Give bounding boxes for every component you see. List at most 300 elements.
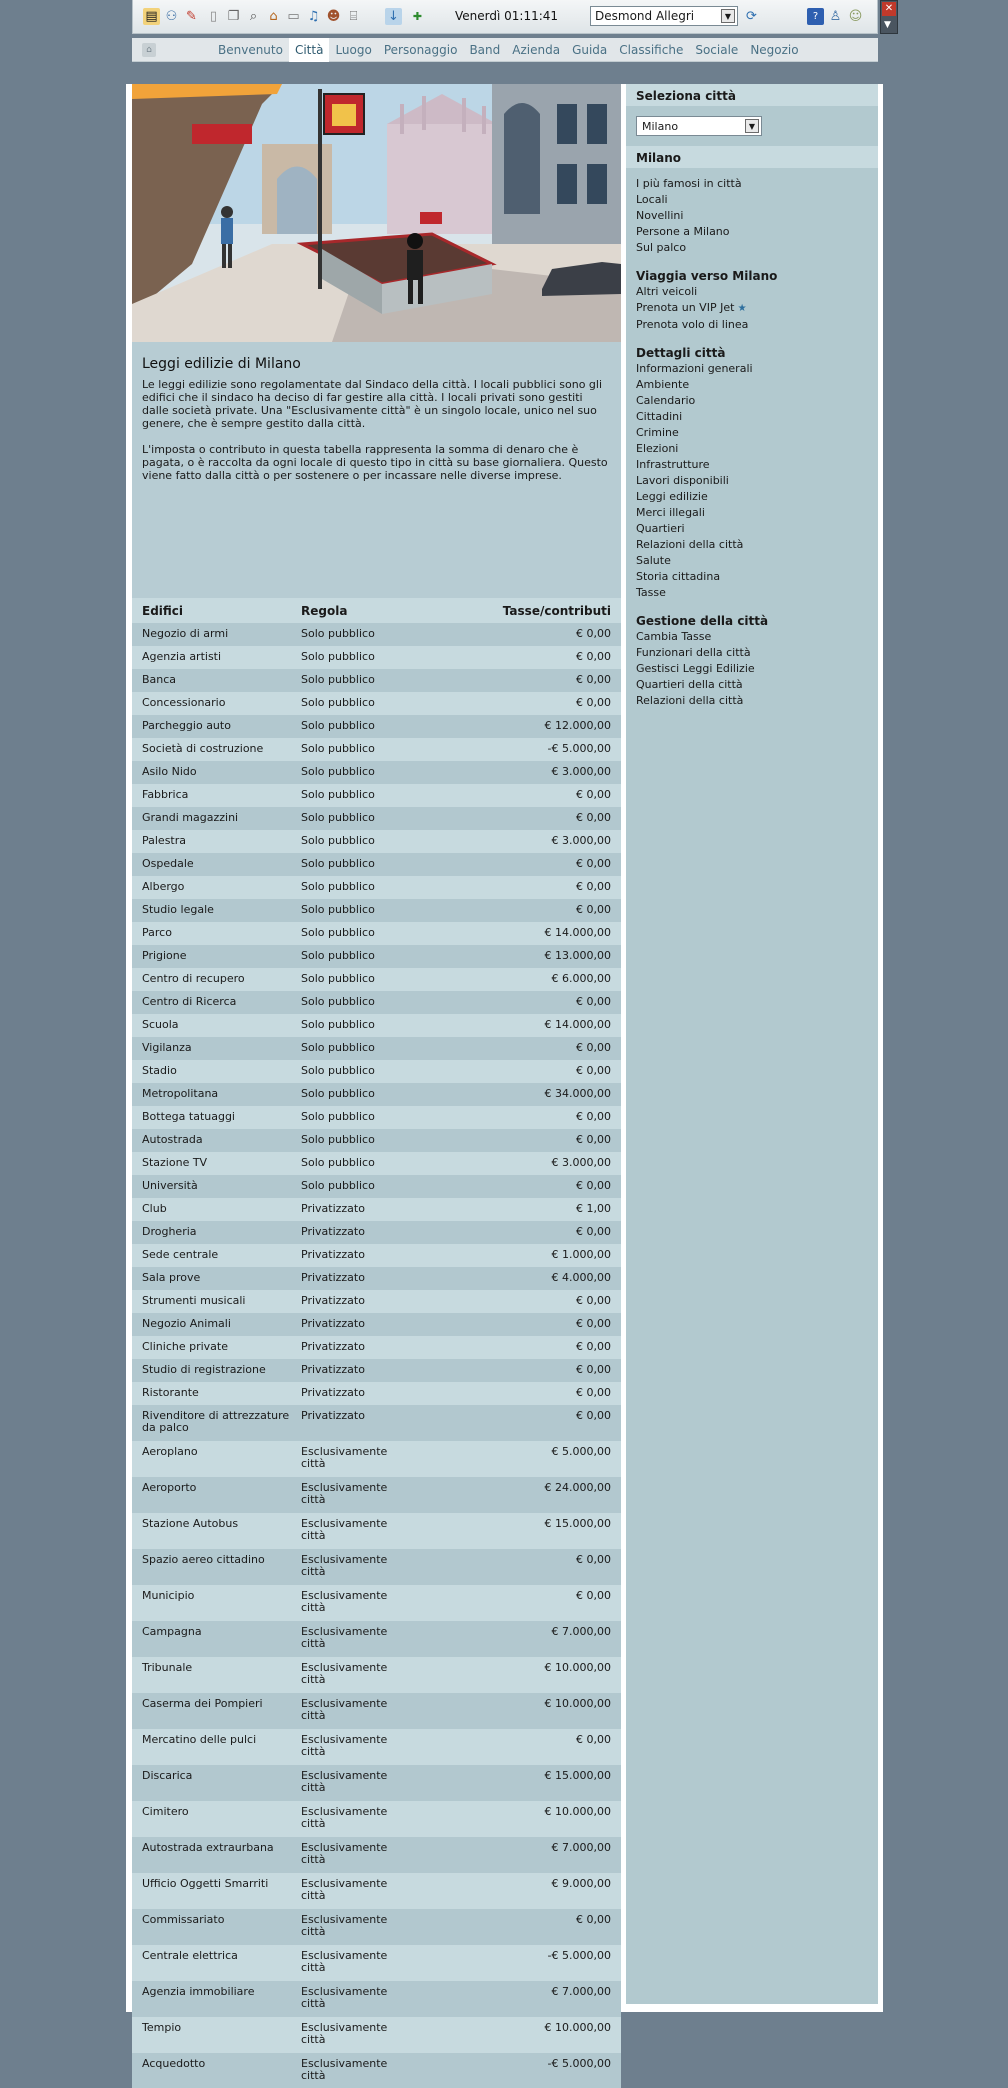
- building-rule: Solo pubblico: [301, 834, 375, 847]
- building-rule: Solo pubblico: [301, 880, 375, 893]
- building-rule: Solo pubblico: [301, 696, 375, 709]
- details-link[interactable]: [636, 521, 868, 537]
- building-name: Negozio di armi: [142, 627, 229, 640]
- building-tax: € 0,00: [576, 1733, 611, 1746]
- details-link[interactable]: [636, 425, 868, 441]
- building-rule: Solo pubblico: [301, 857, 375, 870]
- city-select-value: Milano: [642, 120, 679, 133]
- details-link-label: Elezioni: [636, 442, 679, 455]
- building-name: Stazione Autobus: [142, 1517, 239, 1530]
- building-tax: € 0,00: [576, 673, 611, 686]
- building-name: Albergo: [142, 880, 185, 893]
- bank-icon[interactable]: ⌸: [349, 9, 358, 24]
- nav-item[interactable]: Sociale: [695, 43, 739, 57]
- content-frame: [126, 84, 883, 2082]
- building-name: Parcheggio auto: [142, 719, 231, 732]
- city-link[interactable]: [636, 176, 868, 192]
- details-link[interactable]: [636, 569, 868, 585]
- building-tax: € 10.000,00: [544, 2021, 611, 2034]
- building-name: Drogheria: [142, 1225, 197, 1238]
- details-link[interactable]: [636, 553, 868, 569]
- building-tax: € 7.000,00: [551, 1841, 611, 1854]
- table-row: [132, 807, 621, 830]
- download-icon[interactable]: ↓: [385, 8, 402, 25]
- building-tax: € 0,00: [576, 1409, 611, 1422]
- building-rule: Solo pubblico: [301, 926, 375, 939]
- help-icon[interactable]: ?: [807, 8, 824, 25]
- nav-item[interactable]: Città: [289, 38, 329, 62]
- edit-icon[interactable]: ✎: [186, 9, 197, 24]
- building-tax: € 5.000,00: [551, 1445, 611, 1458]
- details-link[interactable]: [636, 489, 868, 505]
- building-tax: € 0,00: [576, 1317, 611, 1330]
- city-link-label: Persone a Milano: [636, 225, 730, 238]
- top-toolbar: [132, 0, 878, 34]
- table-row: [132, 1729, 621, 1765]
- nav-item[interactable]: Negozio: [750, 43, 799, 57]
- building-tax: € 3.000,00: [551, 834, 611, 847]
- building-tax: € 0,00: [576, 1386, 611, 1399]
- building-tax: € 0,00: [576, 880, 611, 893]
- building-tax: € 9.000,00: [551, 1877, 611, 1890]
- table-row: [132, 968, 621, 991]
- building-rule: Solo pubblico: [301, 673, 375, 686]
- milan-street-illustration: [132, 84, 621, 342]
- building-rule: Esclusivamente città: [301, 1517, 388, 1542]
- building-name: Tribunale: [142, 1661, 193, 1674]
- building-name: Bottega tatuaggi: [142, 1110, 235, 1123]
- building-tax: € 0,00: [576, 650, 611, 663]
- building-rule: Esclusivamente città: [301, 1625, 388, 1650]
- building-tax: € 0,00: [576, 1553, 611, 1566]
- building-tax: € 0,00: [576, 696, 611, 709]
- table-row: [132, 1873, 621, 1909]
- table-row: [132, 646, 621, 669]
- table-row: [132, 2017, 621, 2053]
- building-name: Grandi magazzini: [142, 811, 239, 824]
- building-tax: € 0,00: [576, 1179, 611, 1192]
- travel-link-label: Altri veicoli: [636, 285, 698, 298]
- building-tax: € 0,00: [576, 1110, 611, 1123]
- manage-link-label: Cambia Tasse: [636, 630, 712, 643]
- building-rule: Solo pubblico: [301, 1064, 375, 1077]
- page-title: Leggi edilizie di Milano: [142, 356, 301, 372]
- building-tax: € 0,00: [576, 1294, 611, 1307]
- building-name: Ufficio Oggetti Smarriti: [142, 1877, 269, 1890]
- search-icon[interactable]: ⌕: [249, 9, 258, 24]
- building-rule: Solo pubblico: [301, 1179, 375, 1192]
- details-link-label: Leggi edilizie: [636, 490, 708, 503]
- manage-link[interactable]: [636, 677, 868, 693]
- table-row: [132, 1441, 621, 1477]
- building-tax: € 13.000,00: [544, 949, 611, 962]
- table-row: [132, 1152, 621, 1175]
- building-name: Concessionario: [142, 696, 226, 709]
- building-tax: € 1.000,00: [551, 1248, 611, 1261]
- details-link-label: Infrastrutture: [636, 458, 710, 471]
- table-row: [132, 1801, 621, 1837]
- building-name: Autostrada extraurbana: [142, 1841, 274, 1854]
- building-rule: Solo pubblico: [301, 995, 375, 1008]
- details-link[interactable]: [636, 409, 868, 425]
- building-rule: Esclusivamente città: [301, 1553, 388, 1578]
- city-link[interactable]: [636, 192, 868, 208]
- table-row: [132, 1909, 621, 1945]
- table-row: [132, 853, 621, 876]
- home-icon[interactable]: ⌂: [142, 43, 156, 57]
- table-row: [132, 1221, 621, 1244]
- building-rule: Solo pubblico: [301, 949, 375, 962]
- table-row: [132, 669, 621, 692]
- table-row: [132, 1129, 621, 1152]
- table-row: [132, 1477, 621, 1513]
- building-tax: € 14.000,00: [544, 1018, 611, 1031]
- people-icon[interactable]: ☻: [326, 9, 341, 24]
- building-rule: Solo pubblico: [301, 1087, 375, 1100]
- nav-item[interactable]: Benvenuto: [218, 43, 283, 57]
- table-row: [132, 830, 621, 853]
- chevron-down-icon[interactable]: ▼: [745, 119, 759, 133]
- building-tax: € 34.000,00: [544, 1087, 611, 1100]
- building-name: Aeroporto: [142, 1481, 197, 1494]
- table-row: [132, 1621, 621, 1657]
- details-link[interactable]: [636, 393, 868, 409]
- building-rule: Esclusivamente città: [301, 1445, 388, 1470]
- building-name: Centro di Ricerca: [142, 995, 237, 1008]
- building-tax: € 0,00: [576, 857, 611, 870]
- building-rule: Privatizzato: [301, 1386, 365, 1399]
- column-header-rule: Regola: [301, 604, 348, 618]
- details-link[interactable]: [636, 361, 868, 377]
- building-rule: Esclusivamente città: [301, 1913, 388, 1938]
- building-rule: Solo pubblico: [301, 765, 375, 778]
- table-row: [132, 899, 621, 922]
- travel-link[interactable]: [636, 300, 868, 317]
- building-name: Cliniche private: [142, 1340, 228, 1353]
- manage-link[interactable]: [636, 629, 868, 645]
- plus-icon[interactable]: ✚: [412, 10, 423, 23]
- building-name: Centrale elettrica: [142, 1949, 238, 1962]
- travel-links: [636, 284, 868, 333]
- building-name: Sala prove: [142, 1271, 201, 1284]
- building-name: Fabbrica: [142, 788, 189, 801]
- building-tax: € 1,00: [576, 1202, 611, 1215]
- main-column: [132, 84, 621, 2082]
- building-tax: -€ 5.000,00: [547, 742, 611, 755]
- manage-link-label: Relazioni della città: [636, 694, 744, 707]
- building-rule: Solo pubblico: [301, 1018, 375, 1031]
- nav-item[interactable]: Classifiche: [619, 43, 684, 57]
- table-row: [132, 784, 621, 807]
- details-title: Dettagli città: [636, 346, 726, 360]
- details-link-label: Tasse: [636, 586, 666, 599]
- building-tax: € 0,00: [576, 788, 611, 801]
- building-rule: Privatizzato: [301, 1317, 365, 1330]
- nav-item[interactable]: Azienda: [512, 43, 561, 57]
- building-rule: Solo pubblico: [301, 811, 375, 824]
- building-rule: Privatizzato: [301, 1271, 365, 1284]
- building-rule: Privatizzato: [301, 1248, 365, 1261]
- building-tax: € 10.000,00: [544, 1697, 611, 1710]
- building-tax: € 0,00: [576, 1340, 611, 1353]
- building-name: Commissariato: [142, 1913, 225, 1926]
- nav-item[interactable]: Luogo: [335, 43, 372, 57]
- city-link[interactable]: [636, 224, 868, 240]
- building-name: Sede centrale: [142, 1248, 219, 1261]
- city-links: [636, 176, 868, 256]
- building-name: Ospedale: [142, 857, 194, 870]
- building-rule: Solo pubblico: [301, 1133, 375, 1146]
- details-link[interactable]: [636, 585, 868, 601]
- city-link-label: Sul palco: [636, 241, 687, 254]
- building-name: Agenzia immobiliare: [142, 1985, 255, 1998]
- building-name: Società di costruzione: [142, 742, 264, 755]
- travel-link[interactable]: [636, 317, 868, 333]
- building-rule: Esclusivamente città: [301, 2021, 388, 2046]
- details-link-label: Merci illegali: [636, 506, 705, 519]
- building-name: Autostrada: [142, 1133, 203, 1146]
- table-row: [132, 922, 621, 945]
- toolbar-side-tab: [880, 0, 898, 34]
- building-rule: Solo pubblico: [301, 903, 375, 916]
- music-icon[interactable]: ♫: [307, 9, 320, 24]
- building-tax: € 0,00: [576, 1041, 611, 1054]
- nav-item[interactable]: Band: [469, 43, 501, 57]
- building-rule: Solo pubblico: [301, 1041, 375, 1054]
- building-tax: -€ 5.000,00: [547, 2057, 611, 2070]
- details-link-label: Ambiente: [636, 378, 690, 391]
- table-row: [132, 1945, 621, 1981]
- building-name: Cimitero: [142, 1805, 189, 1818]
- table-row: [132, 1198, 621, 1221]
- building-tax: € 0,00: [576, 995, 611, 1008]
- details-link[interactable]: [636, 473, 868, 489]
- table-row: [132, 1244, 621, 1267]
- manage-link[interactable]: [636, 661, 868, 677]
- building-rule: Esclusivamente città: [301, 1661, 388, 1686]
- notes-icon[interactable]: ▯: [209, 9, 218, 24]
- building-name: Università: [142, 1179, 198, 1192]
- table-row: [132, 1313, 621, 1336]
- table-row: [132, 1267, 621, 1290]
- building-name: Aeroplano: [142, 1445, 198, 1458]
- details-link-label: Storia cittadina: [636, 570, 721, 583]
- messages-icon[interactable]: ▤: [143, 8, 160, 25]
- table-row: [132, 1837, 621, 1873]
- refresh-icon[interactable]: ⟳: [746, 9, 757, 24]
- building-name: Asilo Nido: [142, 765, 197, 778]
- city-select[interactable]: [636, 116, 762, 136]
- building-name: Club: [142, 1202, 167, 1215]
- main-nav: [132, 38, 878, 62]
- intro-paragraph: Le leggi edilizie sono regolamentate dal Sindaco della città. I locali pubblici sono gli edifici che il sindaco ha deciso di far gestire alla città. I locali privati sono gestiti dalle società private. Una "Esclusivamente città" è un singolo locale, unico nel suo genere, che è sempre gestito dalla città.: [142, 378, 603, 430]
- building-rule: Esclusivamente città: [301, 1985, 388, 2010]
- building-name: Discarica: [142, 1769, 193, 1782]
- table-row: [132, 1657, 621, 1693]
- building-tax: € 15.000,00: [544, 1517, 611, 1530]
- building-rule: Solo pubblico: [301, 719, 375, 732]
- table-row: [132, 1981, 621, 2017]
- table-row: [132, 2053, 621, 2088]
- table-row: [132, 876, 621, 899]
- travel-title: Viaggia verso Milano: [636, 269, 778, 283]
- table-row: [132, 715, 621, 738]
- chevron-down-icon[interactable]: ▼: [721, 9, 735, 23]
- details-link-label: Calendario: [636, 394, 696, 407]
- clock: Venerdì 01:11:41: [455, 9, 559, 23]
- building-rule: Solo pubblico: [301, 650, 375, 663]
- table-row: [132, 1382, 621, 1405]
- building-name: Agenzia artisti: [142, 650, 222, 663]
- details-link-label: Informazioni generali: [636, 362, 753, 375]
- table-row: [132, 761, 621, 784]
- manage-link[interactable]: [636, 645, 868, 661]
- table-row: [132, 1106, 621, 1129]
- manage-link-label: Gestisci Leggi Edilizie: [636, 662, 755, 675]
- manage-links: [636, 629, 868, 709]
- details-link-label: Crimine: [636, 426, 679, 439]
- building-tax: € 3.000,00: [551, 765, 611, 778]
- building-name: Banca: [142, 673, 177, 686]
- travel-link[interactable]: [636, 284, 868, 300]
- building-tax: € 4.000,00: [551, 1271, 611, 1284]
- building-tax: € 10.000,00: [544, 1661, 611, 1674]
- manage-title: Gestione della città: [636, 614, 769, 628]
- building-tax: € 0,00: [576, 1363, 611, 1376]
- settings-icon[interactable]: ☺: [848, 9, 863, 24]
- contacts-icon[interactable]: ⚇: [165, 9, 178, 24]
- table-row: [132, 945, 621, 968]
- manage-link[interactable]: [636, 693, 868, 709]
- building-tax: € 0,00: [576, 1913, 611, 1926]
- details-link-label: Salute: [636, 554, 671, 567]
- building-rule: Solo pubblico: [301, 627, 375, 640]
- table-row: [132, 1037, 621, 1060]
- building-rule: Esclusivamente città: [301, 1949, 388, 1974]
- details-link[interactable]: [636, 537, 868, 553]
- building-name: Prigione: [142, 949, 187, 962]
- home-icon[interactable]: ⌂: [269, 9, 278, 24]
- column-header-buildings: Edifici: [142, 604, 184, 618]
- details-link[interactable]: [636, 441, 868, 457]
- city-link[interactable]: [636, 208, 868, 224]
- building-name: Tempio: [142, 2021, 182, 2034]
- building-tax: € 7.000,00: [551, 1985, 611, 1998]
- building-rule: Solo pubblico: [301, 1156, 375, 1169]
- details-link[interactable]: [636, 457, 868, 473]
- building-name: Vigilanza: [142, 1041, 192, 1054]
- city-link[interactable]: [636, 240, 868, 256]
- table-row: [132, 1060, 621, 1083]
- building-tax: € 0,00: [576, 1064, 611, 1077]
- building-tax: € 6.000,00: [551, 972, 611, 985]
- building-rule: Privatizzato: [301, 1363, 365, 1376]
- building-name: Centro di recupero: [142, 972, 245, 985]
- details-link[interactable]: [636, 377, 868, 393]
- table-row: [132, 623, 621, 646]
- close-icon[interactable]: ✕: [882, 2, 896, 16]
- user-icon[interactable]: ♙: [829, 9, 842, 24]
- building-tax: € 14.000,00: [544, 926, 611, 939]
- building-rule: Esclusivamente città: [301, 1877, 388, 1902]
- building-tax: € 0,00: [576, 1225, 611, 1238]
- building-rule: Esclusivamente città: [301, 1697, 388, 1722]
- table-row: [132, 738, 621, 761]
- building-tax: € 24.000,00: [544, 1481, 611, 1494]
- building-name: Parco: [142, 926, 172, 939]
- details-link-label: Relazioni della città: [636, 538, 744, 551]
- character-select-value: Desmond Allegri: [595, 9, 695, 23]
- manage-link-label: Quartieri della città: [636, 678, 743, 691]
- sidebar: [626, 84, 878, 2004]
- table-row: [132, 1083, 621, 1106]
- building-name: Rivenditore di attrezzature da palco: [142, 1409, 290, 1434]
- building-rule: Esclusivamente città: [301, 2057, 388, 2082]
- table-row: [132, 1014, 621, 1037]
- table-row: [132, 1585, 621, 1621]
- building-rule: Solo pubblico: [301, 972, 375, 985]
- building-rule: Solo pubblico: [301, 742, 375, 755]
- building-rule: Privatizzato: [301, 1409, 365, 1422]
- table-row: [132, 1549, 621, 1585]
- travel-link-label: Prenota un VIP Jet: [636, 301, 735, 314]
- building-name: Palestra: [142, 834, 187, 847]
- building-rule: Esclusivamente città: [301, 1733, 388, 1758]
- manage-link-label: Funzionari della città: [636, 646, 751, 659]
- character-select[interactable]: [590, 6, 738, 26]
- building-tax: € 3.000,00: [551, 1156, 611, 1169]
- building-rule: Solo pubblico: [301, 1110, 375, 1123]
- details-link[interactable]: [636, 505, 868, 521]
- building-name: Strumenti musicali: [142, 1294, 246, 1307]
- nav-item[interactable]: Personaggio: [383, 43, 458, 57]
- table-row: [132, 1336, 621, 1359]
- document-icon[interactable]: ▭: [287, 9, 300, 24]
- city-link-label: I più famosi in città: [636, 177, 742, 190]
- building-name: Municipio: [142, 1589, 195, 1602]
- building-name: Campagna: [142, 1625, 202, 1638]
- buildings-table: [132, 623, 621, 2088]
- table-row: [132, 1175, 621, 1198]
- city-link-label: Locali: [636, 193, 668, 206]
- table-header: [132, 598, 621, 623]
- details-link-label: Quartieri: [636, 522, 685, 535]
- building-tax: -€ 5.000,00: [547, 1949, 611, 1962]
- table-row: [132, 1513, 621, 1549]
- building-rule: Esclusivamente città: [301, 1769, 388, 1794]
- building-tax: € 0,00: [576, 627, 611, 640]
- building-rule: Privatizzato: [301, 1202, 365, 1215]
- column-header-tax: Tasse/contributi: [502, 604, 611, 618]
- details-link-label: Cittadini: [636, 410, 683, 423]
- building-name: Studio di registrazione: [142, 1363, 266, 1376]
- building-name: Stazione TV: [142, 1156, 208, 1169]
- city-title: Milano: [626, 146, 878, 168]
- nav-item[interactable]: Guida: [572, 43, 608, 57]
- building-rule: Esclusivamente città: [301, 1841, 388, 1866]
- building-tax: € 0,00: [576, 903, 611, 916]
- building-rule: Privatizzato: [301, 1340, 365, 1353]
- building-tax: € 0,00: [576, 1133, 611, 1146]
- details-links: [636, 361, 868, 601]
- details-link-label: Lavori disponibili: [636, 474, 729, 487]
- nav-list: [212, 38, 805, 62]
- table-row: [132, 692, 621, 715]
- book-icon[interactable]: ❐: [227, 9, 240, 24]
- building-name: Studio legale: [142, 903, 214, 916]
- city-link-label: Novellini: [636, 209, 684, 222]
- chevron-down-icon[interactable]: ▼: [884, 20, 891, 30]
